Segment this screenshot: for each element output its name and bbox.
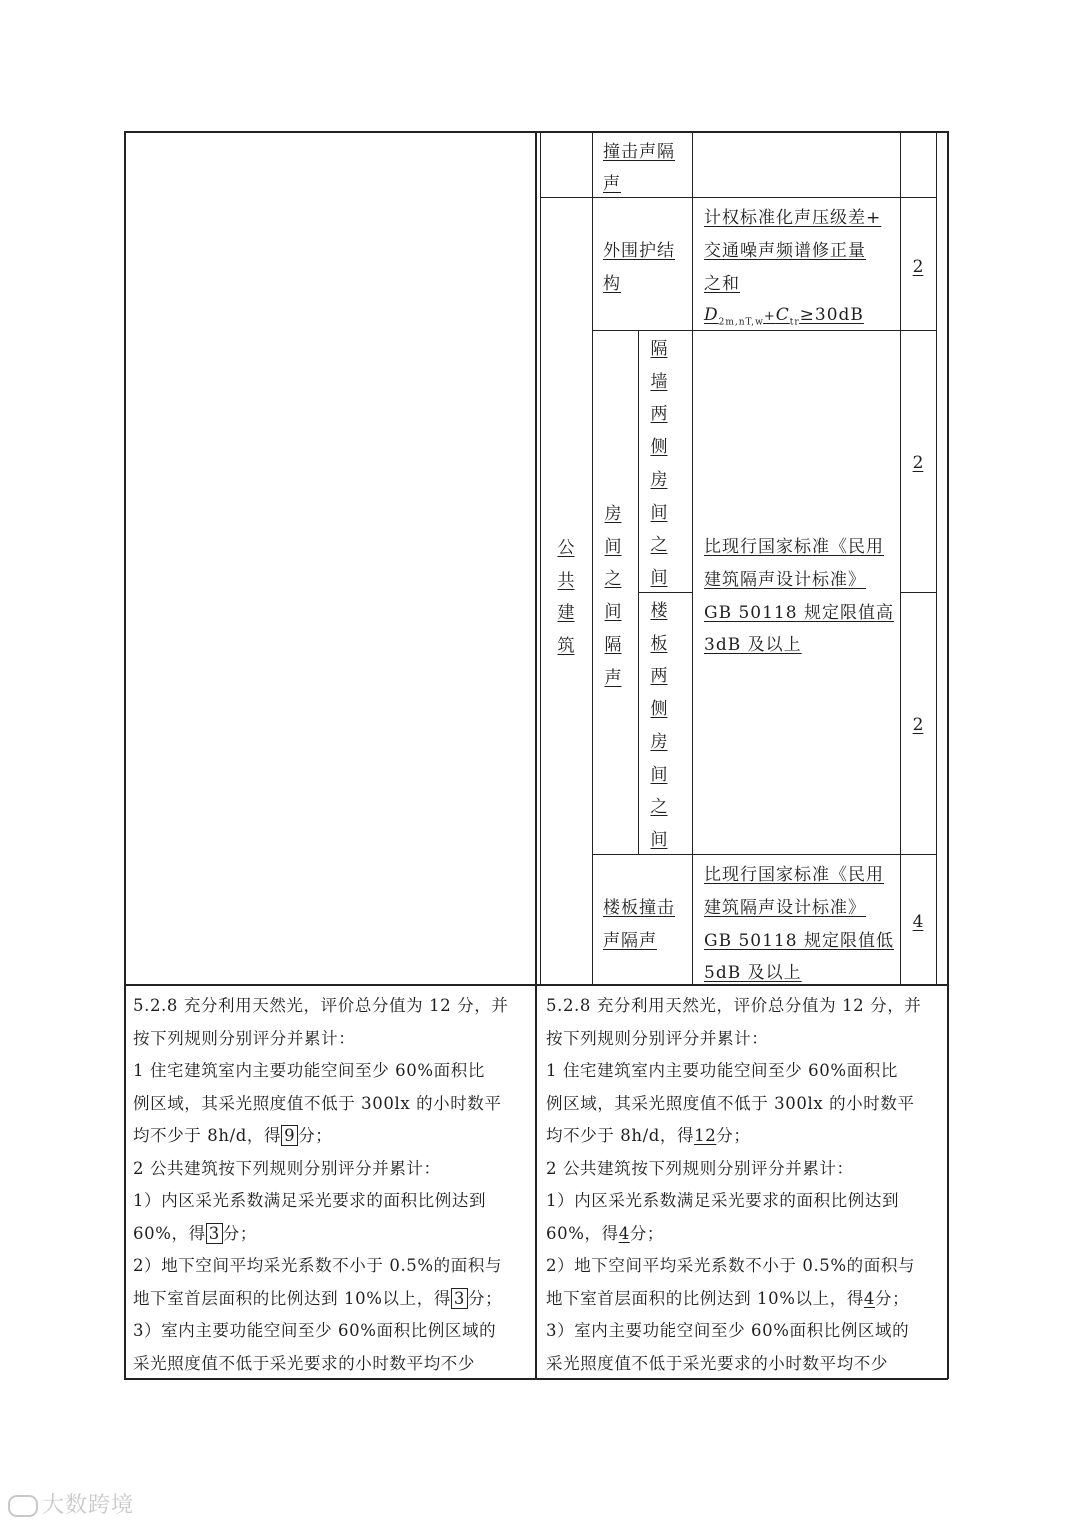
nested-row-3 <box>900 592 937 593</box>
room-label <box>601 498 625 694</box>
row-divider-clause <box>124 984 948 986</box>
nested-col-category <box>592 131 593 985</box>
column-divider-left <box>535 131 537 1379</box>
left-clause <box>133 990 508 1380</box>
column-divider-left-2 <box>540 131 541 985</box>
public-building-char: 公 <box>557 538 575 558</box>
floor-char: 楼 <box>650 601 668 621</box>
right-line8-pre: 60%，得 <box>546 1223 619 1243</box>
room-char: 房 <box>604 504 622 524</box>
floor-char: 房 <box>650 731 668 752</box>
floor-label <box>647 595 671 857</box>
left-clause-line: 5.2.8 充分利用天然光，评价总分值为 12 分，并 <box>133 996 509 1015</box>
floor-score: 2 <box>912 715 924 735</box>
public-building-char: 共 <box>557 570 575 591</box>
floor-char: 间 <box>650 764 668 785</box>
room-desc-2: 建筑隔声设计标准》 <box>704 570 866 590</box>
wall-char: 侧 <box>650 437 668 458</box>
wall-label <box>647 333 671 595</box>
nested-col-score <box>900 131 901 985</box>
right-clause-line: 2）地下空间平均采光系数不小于 0.5%的面积与 <box>546 1256 916 1275</box>
envelope-desc-1: 计权标准化声压级差+ <box>704 208 882 228</box>
left-clause-line <box>133 1218 508 1251</box>
wall-char: 两 <box>650 404 668 425</box>
room-char: 之 <box>604 569 622 590</box>
right-line10-post: 分； <box>875 1288 910 1308</box>
watermark <box>8 1488 134 1519</box>
public-building-label <box>554 532 578 663</box>
left-underground-score: 3 <box>451 1288 468 1309</box>
impact-score: 4 <box>912 912 924 932</box>
right-clause-line: 按下列规则分别评分并累计： <box>546 1028 769 1048</box>
left-inner-zone-score: 3 <box>206 1223 223 1244</box>
left-line5-post: 分； <box>298 1126 333 1145</box>
impact-desc-1: 比现行国家标准《民用 <box>704 865 884 885</box>
right-residential-score: 12 <box>694 1126 717 1145</box>
envelope-label-2: 构 <box>603 274 621 294</box>
wall-char: 间 <box>650 567 668 588</box>
right-line8-post: 分； <box>629 1223 664 1243</box>
right-clause-line: 例区域，其采光照度值不低于 300lx 的小时数平 <box>546 1093 915 1113</box>
wall-char: 隔 <box>650 339 668 359</box>
watermark-logo-icon <box>8 1495 38 1517</box>
room-char: 隔 <box>604 634 622 655</box>
right-clause <box>546 990 921 1380</box>
formula-d-sub: 2m,nT,w <box>718 317 764 328</box>
left-clause-line: 例区域，其采光照度值不低于 300lx 的小时数平 <box>133 1093 502 1113</box>
impact-row-label-1: 撞击声隔 <box>603 142 675 162</box>
floor-char: 间 <box>650 829 668 850</box>
right-clause-line: 1 住宅建筑室内主要功能空间至少 60%面积比 <box>546 1061 898 1080</box>
right-clause-line: 1）内区采光系数满足采光要求的面积比例达到 <box>546 1191 900 1210</box>
wall-char: 之 <box>650 535 668 556</box>
impact-label-1: 楼板撞击 <box>603 898 675 918</box>
envelope-desc-3: 之和 <box>704 274 740 294</box>
formula-tail: ≥30dB <box>799 305 864 325</box>
left-residential-score: 9 <box>281 1125 298 1146</box>
room-char: 间 <box>604 602 622 623</box>
wall-char: 间 <box>650 502 668 523</box>
left-clause-line: 3）室内主要功能空间至少 60%面积比例区域的 <box>133 1321 497 1340</box>
right-clause-line <box>546 1283 921 1316</box>
floor-char: 之 <box>650 797 668 818</box>
wall-score: 2 <box>912 453 924 473</box>
table-border-right <box>947 131 949 1379</box>
room-char: 间 <box>604 536 622 557</box>
envelope-desc-2: 交通噪声频谱修正量 <box>704 241 866 261</box>
impact-row-label-2: 声 <box>603 174 621 194</box>
floor-char: 侧 <box>650 699 668 720</box>
floor-char: 板 <box>650 633 668 654</box>
right-line10-pre: 地下室首层面积的比例达到 10%以上，得 <box>546 1288 864 1308</box>
right-clause-line: 5.2.8 充分利用天然光，评价总分值为 12 分，并 <box>546 996 922 1015</box>
nested-row-1 <box>540 197 937 198</box>
envelope-formula <box>704 299 864 338</box>
envelope-label-1: 外围护结 <box>603 241 675 261</box>
room-desc-1: 比现行国家标准《民用 <box>704 537 884 557</box>
left-line10-post: 分； <box>468 1288 503 1308</box>
formula-c: C <box>775 305 790 325</box>
left-clause-line: 2 公共建筑按下列规则分别评分并累计： <box>133 1158 441 1178</box>
public-building-char: 建 <box>557 603 575 624</box>
right-clause-line: 2 公共建筑按下列规则分别评分并累计： <box>546 1158 854 1178</box>
floor-char: 两 <box>650 666 668 687</box>
impact-desc-4: 5dB 及以上 <box>704 963 802 983</box>
wall-char: 房 <box>650 469 668 490</box>
impact-desc-3: GB 50118 规定限值低 <box>704 931 894 951</box>
room-char: 声 <box>604 667 622 688</box>
formula-c-sub: tr <box>789 317 800 328</box>
formula-plus: + <box>763 309 776 324</box>
right-inner-zone-score: 4 <box>618 1223 630 1243</box>
right-clause-line <box>546 1120 921 1153</box>
right-line5-pre: 均不少于 8h/d，得 <box>546 1126 695 1145</box>
nested-col-desc <box>692 131 693 985</box>
envelope-score: 2 <box>912 257 924 277</box>
left-line10-pre: 地下室首层面积的比例达到 10%以上，得 <box>133 1288 451 1308</box>
wall-char: 墙 <box>650 371 668 392</box>
room-desc-3: GB 50118 规定限值高 <box>704 603 894 623</box>
left-line5-pre: 均不少于 8h/d，得 <box>133 1126 282 1145</box>
watermark-text: 大数跨境 <box>42 1493 135 1518</box>
impact-desc-2: 建筑隔声设计标准》 <box>704 898 866 918</box>
nested-row-4 <box>592 854 937 855</box>
right-clause-line <box>546 1218 921 1251</box>
left-line8-post: 分； <box>222 1223 257 1243</box>
left-clause-line: 2）地下空间平均采光系数不小于 0.5%的面积与 <box>133 1256 503 1275</box>
room-desc-4: 3dB 及以上 <box>704 635 802 655</box>
left-clause-line <box>133 1283 508 1316</box>
impact-label-2: 声隔声 <box>603 931 657 951</box>
right-line5-post: 分； <box>716 1126 751 1145</box>
public-building-char: 筑 <box>557 636 575 657</box>
nested-border-right <box>936 131 937 985</box>
left-clause-line: 按下列规则分别评分并累计： <box>133 1028 356 1048</box>
left-clause-line: 1 住宅建筑室内主要功能空间至少 60%面积比 <box>133 1061 485 1080</box>
left-line8-pre: 60%，得 <box>133 1223 206 1243</box>
right-clause-line: 3）室内主要功能空间至少 60%面积比例区域的 <box>546 1321 910 1340</box>
left-clause-line: 1）内区采光系数满足采光要求的面积比例达到 <box>133 1191 487 1210</box>
left-clause-line: 采光照度值不低于采光要求的小时数平均不少 <box>133 1353 475 1373</box>
table-border-left <box>124 131 126 1379</box>
right-underground-score: 4 <box>863 1288 876 1308</box>
right-clause-line: 采光照度值不低于采光要求的小时数平均不少 <box>546 1353 888 1373</box>
formula-d: D <box>704 305 719 325</box>
left-clause-line <box>133 1120 508 1153</box>
